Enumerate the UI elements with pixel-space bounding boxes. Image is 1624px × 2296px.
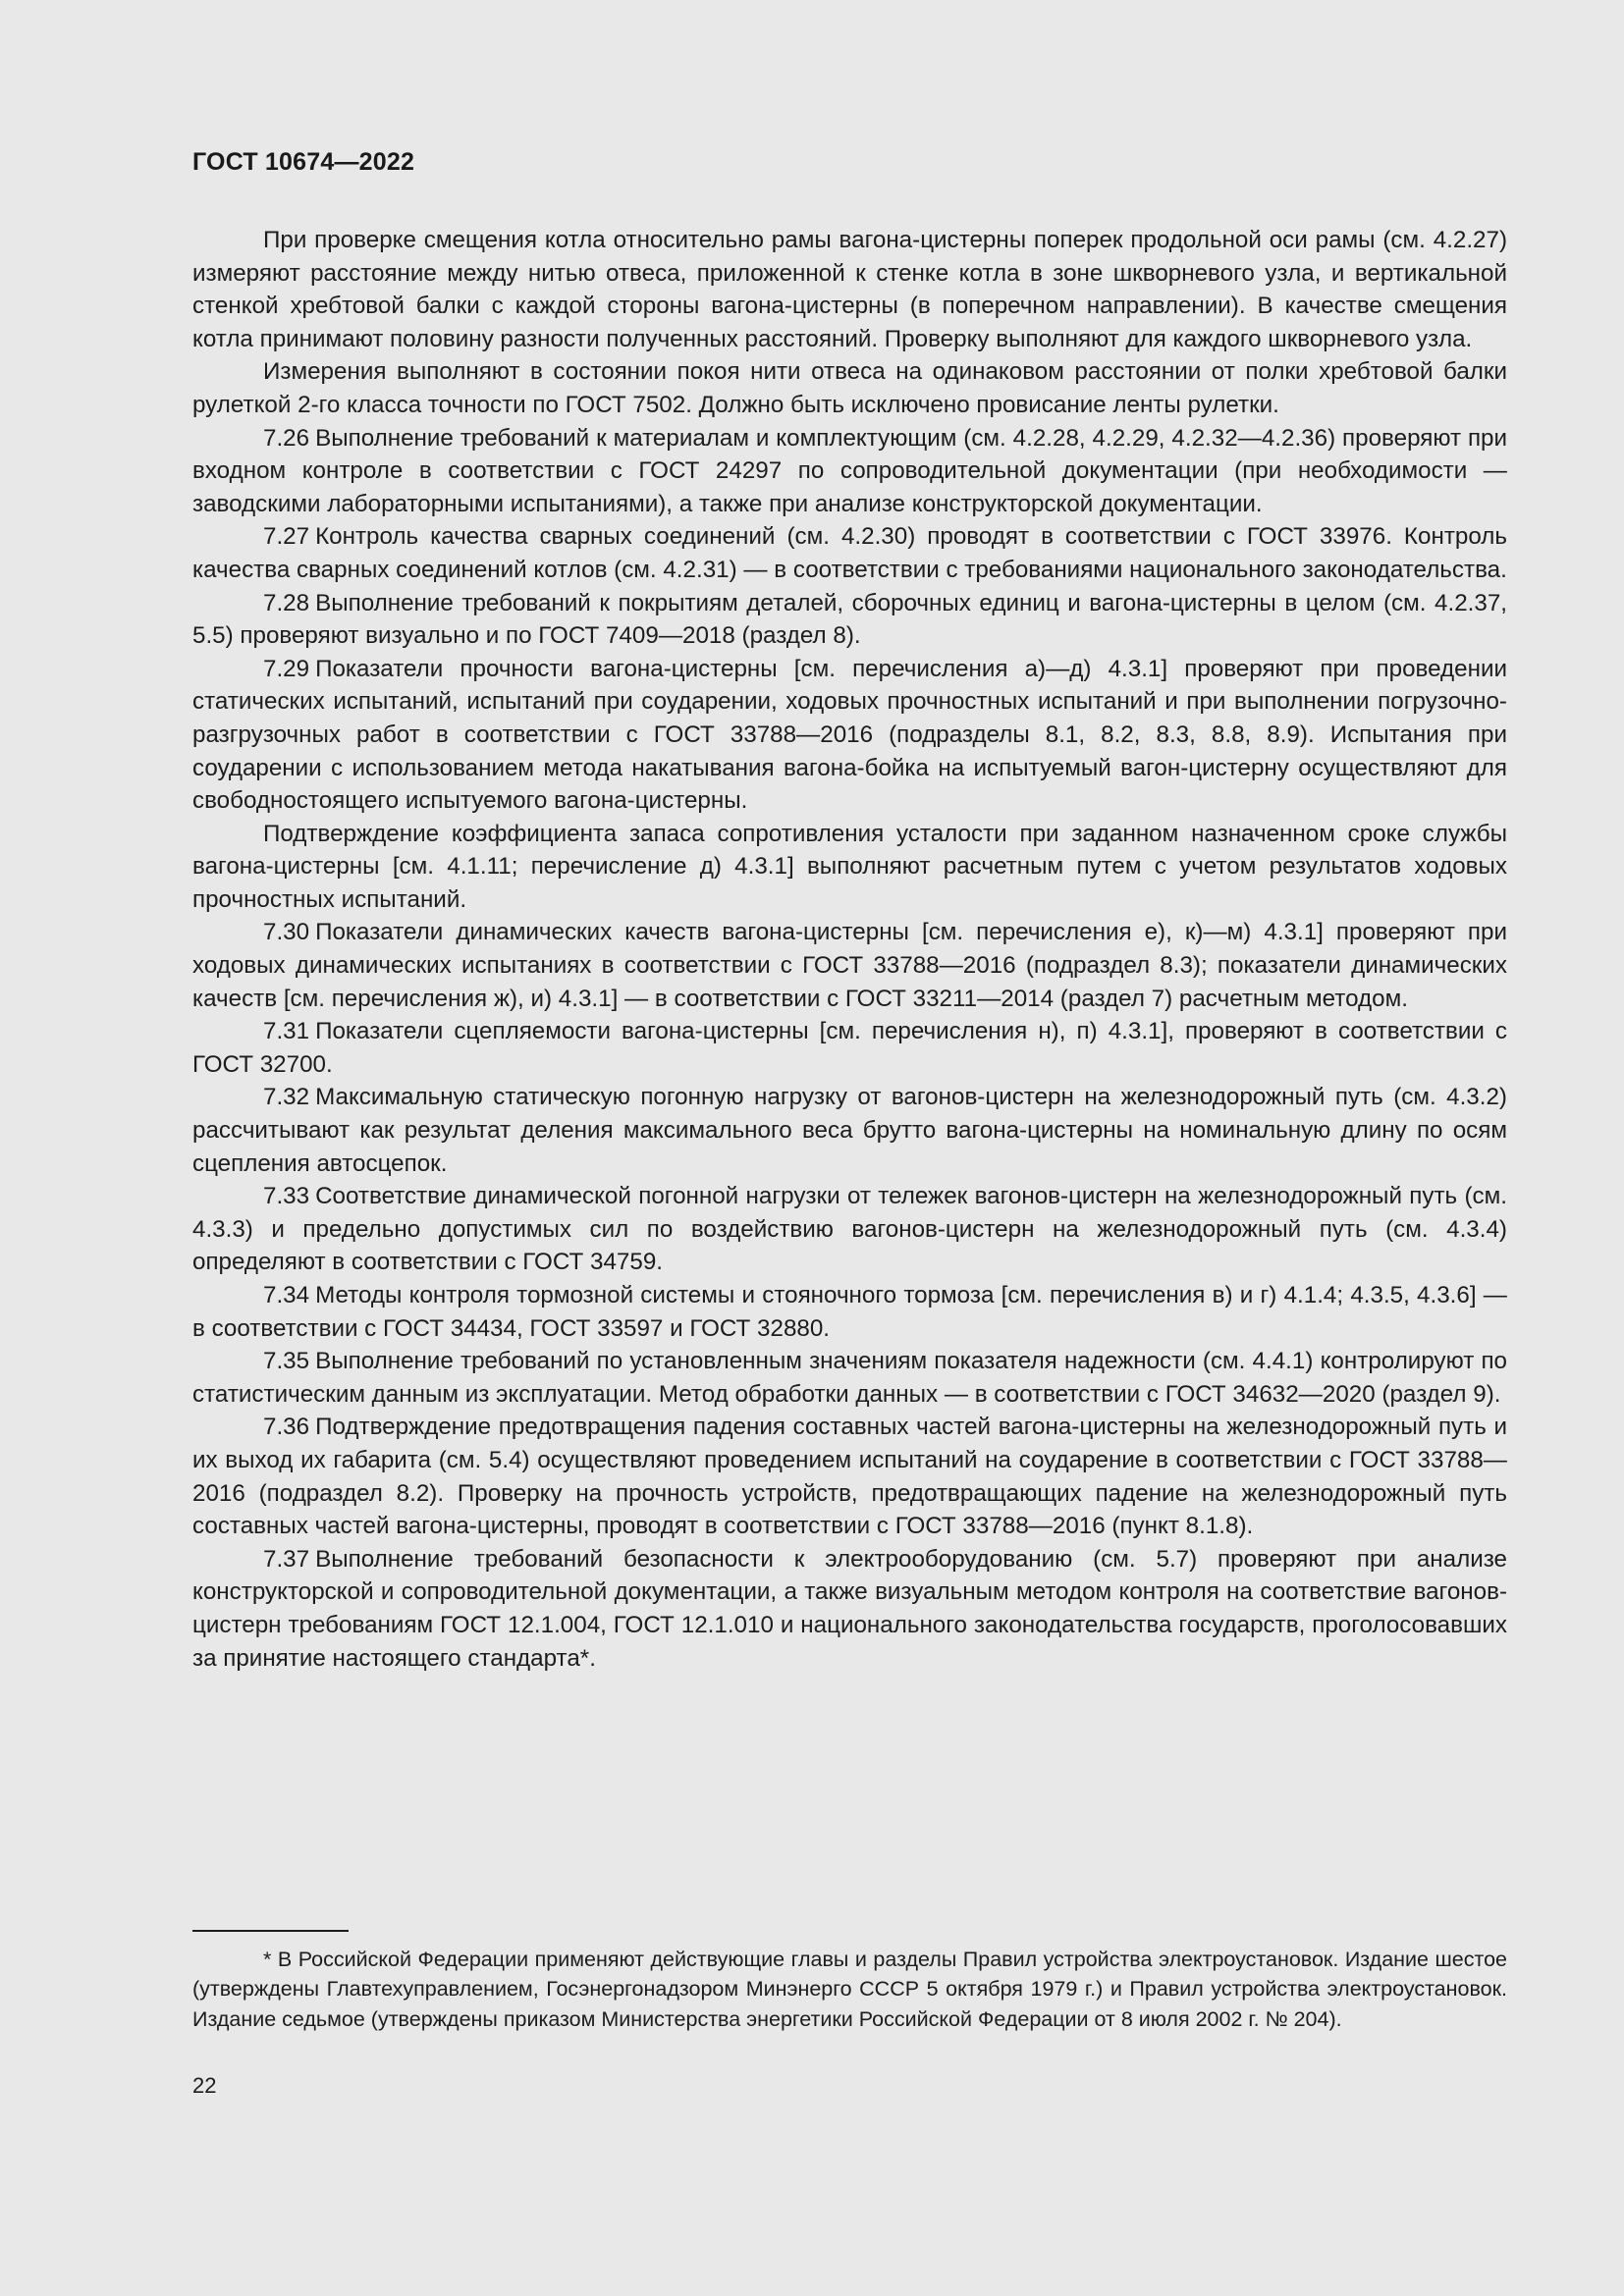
paragraph-7-36 (192, 1411, 1507, 1542)
paragraph-text: Выполнение требований по установленным значениям показателя надежности (см. 4.4.1) контролируют по статистическим данным из эксплуатации. Метод обработки данных — в соответствии с ГОСТ 34632—2020 (раздел 9). (192, 1348, 1507, 1408)
footnote (192, 1945, 1507, 2034)
clause-number: 7.34 (263, 1282, 310, 1308)
paragraph-text: Методы контроля тормозной системы и стояночного тормоза [см. перечисления в) и г) 4.1.4; 4.3.5, 4.3.6] — в соответствии с ГОСТ 34434, ГОСТ 33597 и ГОСТ 32880. (192, 1282, 1507, 1342)
paragraph-text: Контроль качества сварных соединений (см. 4.2.30) проводят в соответствии с ГОСТ 33976. Контроль качества сварных соединений котлов (см. 4.2.31) — в соответствии с требованиями национального законодательства. (192, 523, 1507, 583)
paragraph (192, 224, 1507, 355)
clause-number: 7.35 (263, 1348, 310, 1375)
paragraph-7-26 (192, 422, 1507, 521)
paragraph-7-34 (192, 1279, 1507, 1345)
clause-number: 7.36 (263, 1414, 310, 1441)
paragraph-7-31 (192, 1015, 1507, 1081)
paragraph-text: Подтверждение коэффициента запаса сопротивления усталости при заданном назначенном сроке службы вагона-цистерны [см. 4.1.11; перечисление д) 4.3.1] выполняют расчетным путем с учетом результатов ходовых прочностных испытаний. (192, 820, 1507, 913)
paragraph-7-37 (192, 1543, 1507, 1675)
paragraph-text: Показатели прочности вагона-цистерны [см. перечисления а)—д) 4.3.1] проверяют при проведении статических испытаний, испытаний при соударении, ходовых прочностных испытаний и при выполнении погрузочно-разгрузочных работ в соответствии с ГОСТ 33788—2016 (подразделы 8.1, 8.2, 8.3, 8.8, 8.9). Испытания при соударении с использованием метода накатывания вагона-бойка на испытуемый вагон-цистерну осуществляют для свободностоящего испытуемого вагона-цистерны. (192, 655, 1507, 815)
clause-number: 7.30 (263, 919, 310, 946)
paragraph-7-35 (192, 1345, 1507, 1411)
clause-number: 7.28 (263, 589, 310, 616)
paragraph-text: Показатели сцепляемости вагона-цистерны [см. перечисления н), п) 4.3.1], проверяют в соответствии с ГОСТ 32700. (192, 1018, 1507, 1078)
body-text (192, 224, 1507, 1675)
clause-number: 7.27 (263, 523, 310, 551)
paragraph-text: Выполнение требований к материалам и комплектующим (см. 4.2.28, 4.2.29, 4.2.32—4.2.36) проверяют при входном контроле в соответствии с ГОСТ 24297 по сопроводительной документации (при необходимости — заводскими лабораторными испытаниями), а также при анализе конструкторской документации. (192, 424, 1507, 517)
paragraph-7-28 (192, 587, 1507, 653)
paragraph-text: Максимальную статическую погонную нагрузку от вагонов-цистерн на железнодорожный путь (см. 4.3.2) рассчитывают как результат деления максимального веса брутто вагона-цистерны на номинальную длину по осям сцепления автосцепок. (192, 1084, 1507, 1177)
footnote-divider (192, 1930, 349, 1932)
paragraph-7-27 (192, 520, 1507, 586)
paragraph-text: Подтверждение предотвращения падения составных частей вагона-цистерны на железнодорожный путь и их выход их габарита (см. 5.4) осуществляют проведением испытаний на соударение в соответствии с ГОСТ 33788—2016 (подраздел 8.2). Проверку на прочность устройств, предотвращающих падение на железнодорожный путь составных частей вагона-цистерны, проводят в соответствии с ГОСТ 33788—2016 (пункт 8.1.8). (192, 1414, 1507, 1540)
clause-number: 7.26 (263, 424, 310, 452)
footnote-text: * В Российской Федерации применяют действующие главы и разделы Правил устройства электроустановок. Издание шестое (утверждены Главтехуправлением, Госэнергонадзором Минэнерго СССР 5 октября 1979 г.) и Правил устройства электроустановок. Издание седьмое (утверждены приказом Министерства энергетики Российской Федерации от 8 июля 2002 г. № 204). (192, 1948, 1507, 2031)
paragraph-text: При проверке смещения котла относительно рамы вагона-цистерны поперек продольной оси рамы (см. 4.2.27) измеряют расстояние между нитью отвеса, приложенной к стенке котла в зоне шкворневого узла, и вертикальной стенкой хребтовой балки с каждой стороны вагона-цистерны (в поперечном направлении). В качестве смещения котла принимают половину разности полученных расстояний. Проверку выполняют для каждого шкворневого узла. (192, 227, 1507, 352)
paragraph-text: Измерения выполняют в состоянии покоя нити отвеса на одинаковом расстоянии от полки хребтовой балки рулеткой 2-го класса точности по ГОСТ 7502. Должно быть исключено провисание ленты рулетки. (192, 358, 1507, 418)
paragraph-7-32 (192, 1081, 1507, 1180)
clause-number: 7.29 (263, 655, 310, 682)
paragraph-7-30 (192, 916, 1507, 1015)
paragraph (192, 818, 1507, 917)
paragraph-text: Выполнение требований безопасности к электрооборудованию (см. 5.7) проверяют при анализе конструкторской и сопроводительной документации, а также визуальным методом контроля на соответствие вагонов-цистерн требованиям ГОСТ 12.1.004, ГОСТ 12.1.010 и национального законодательства государств, проголосовавших за принятие настоящего стандарта*. (192, 1545, 1507, 1672)
clause-number: 7.37 (263, 1545, 310, 1573)
paragraph-text: Соответствие динамической погонной нагрузки от тележек вагонов-цистерн на железнодорожный путь (см. 4.3.3) и предельно допустимых сил по воздействию вагонов-цистерн на железнодорожный путь (см. 4.3.4) определяют в соответствии с ГОСТ 34759. (192, 1183, 1507, 1276)
document-header: ГОСТ 10674—2022 (192, 148, 415, 176)
paragraph-text: Показатели динамических качеств вагона-цистерны [см. перечисления е), к)—м) 4.3.1] проверяют при ходовых динамических испытаниях в соответствии с ГОСТ 33788—2016 (подраздел 8.3); показатели динамических качеств [см. перечисления ж), и) 4.3.1] — в соответствии с ГОСТ 33211—2014 (раздел 7) расчетным методом. (192, 919, 1507, 1012)
clause-number: 7.32 (263, 1084, 310, 1111)
clause-number: 7.31 (263, 1018, 310, 1045)
paragraph-7-33 (192, 1180, 1507, 1279)
paragraph (192, 355, 1507, 421)
paragraph-7-29 (192, 653, 1507, 818)
page-number: 22 (192, 2073, 217, 2098)
clause-number: 7.33 (263, 1183, 310, 1210)
paragraph-text: Выполнение требований к покрытиям деталей, сборочных единиц и вагона-цистерны в целом (см. 4.2.37, 5.5) проверяют визуально и по ГОСТ 7409—2018 (раздел 8). (192, 589, 1507, 650)
